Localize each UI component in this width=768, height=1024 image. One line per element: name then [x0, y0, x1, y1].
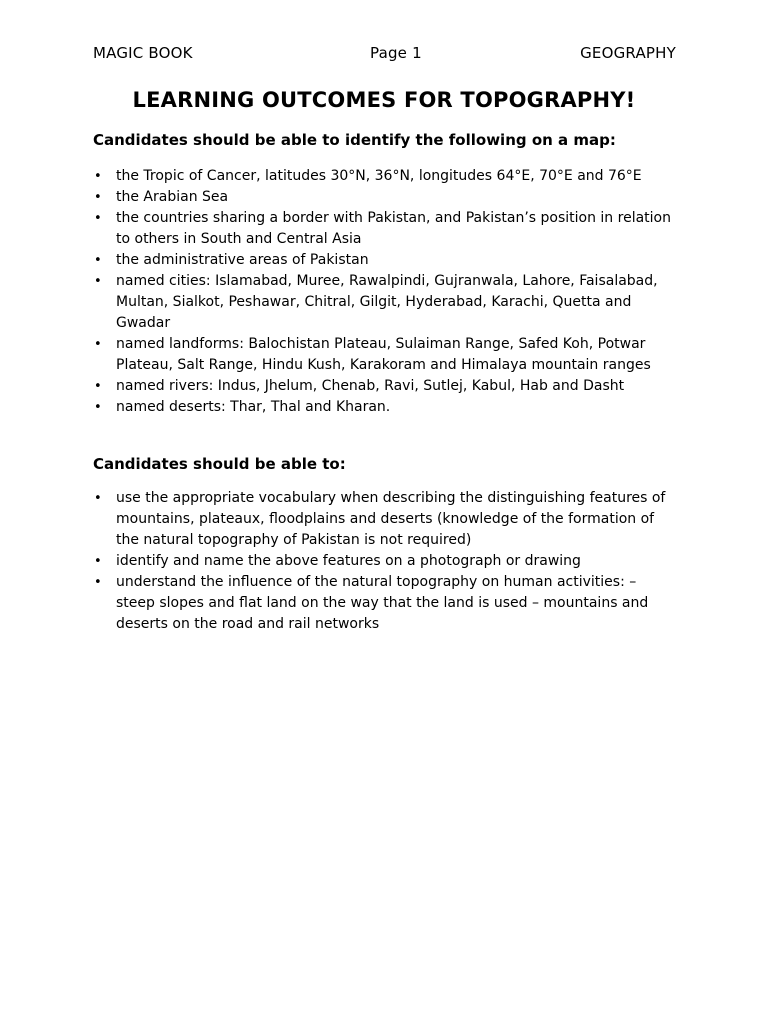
bullet-icon: • — [94, 274, 102, 289]
list-item — [93, 334, 678, 376]
page-title: LEARNING OUTCOMES FOR TOPOGRAPHY! — [132, 88, 636, 112]
bullet-icon: • — [94, 554, 102, 569]
list-item-text: understand the influence of the natural topography on human activities: – steep slopes and flat land on the way that the land is used – mountains and deserts on the road and rail networks — [116, 574, 649, 632]
list-item — [93, 397, 678, 418]
list-item-text: named rivers: Indus, Jhelum, Chenab, Ravi, Sutlej, Kabul, Hab and Dasht — [116, 378, 625, 394]
list-item-text: use the appropriate vocabulary when describing the distinguishing features of mountains, plateaux, floodplains and deserts (knowledge of the formation of the natural topography of Pakistan is not required) — [116, 490, 666, 548]
bullet-icon: • — [94, 575, 102, 590]
section-heading-skills: Candidates should be able to: — [93, 455, 346, 473]
bullet-icon: • — [94, 169, 102, 184]
bullet-icon: • — [94, 253, 102, 268]
list-item-text: the administrative areas of Pakistan — [116, 252, 369, 268]
bullet-icon: • — [94, 491, 102, 506]
list-item-text: named cities: Islamabad, Muree, Rawalpindi, Gujranwala, Lahore, Faisalabad, Multan, Sialkot, Peshawar, Chitral, Gilgit, Hyderabad, Karachi, Quetta and Gwadar — [116, 273, 658, 331]
list-item — [93, 250, 678, 271]
list-item-text: identify and name the above features on a photograph or drawing — [116, 553, 581, 569]
bullet-icon: • — [94, 337, 102, 352]
list-item — [93, 271, 678, 334]
bullet-icon: • — [94, 400, 102, 415]
bullet-icon: • — [94, 190, 102, 205]
list-item-text: the Arabian Sea — [116, 189, 229, 205]
header-subject: GEOGRAPHY — [580, 44, 676, 62]
list-item — [93, 551, 678, 572]
header-book-name: MAGIC BOOK — [93, 44, 193, 62]
list-item-text: the countries sharing a border with Pakistan, and Pakistan’s position in relation to others in South and Central Asia — [116, 210, 671, 247]
map-outcomes-list — [93, 166, 678, 418]
bullet-icon: • — [94, 211, 102, 226]
header-page-number: Page 1 — [370, 44, 422, 62]
skills-outcomes-list — [93, 488, 678, 635]
list-item — [93, 572, 678, 635]
list-item — [93, 376, 678, 397]
page-header — [93, 44, 676, 66]
list-item — [93, 166, 678, 187]
list-item-text: the Tropic of Cancer, latitudes 30°N, 36°N, longitudes 64°E, 70°E and 76°E — [116, 168, 642, 184]
list-item — [93, 208, 678, 250]
list-item-text: named deserts: Thar, Thal and Kharan. — [116, 399, 391, 415]
list-item — [93, 488, 678, 551]
list-item — [93, 187, 678, 208]
bullet-icon: • — [94, 379, 102, 394]
section-heading-map: Candidates should be able to identify the following on a map: — [93, 131, 616, 149]
list-item-text: named landforms: Balochistan Plateau, Sulaiman Range, Safed Koh, Potwar Plateau, Salt Range, Hindu Kush, Karakoram and Himalaya mountain ranges — [116, 336, 651, 373]
